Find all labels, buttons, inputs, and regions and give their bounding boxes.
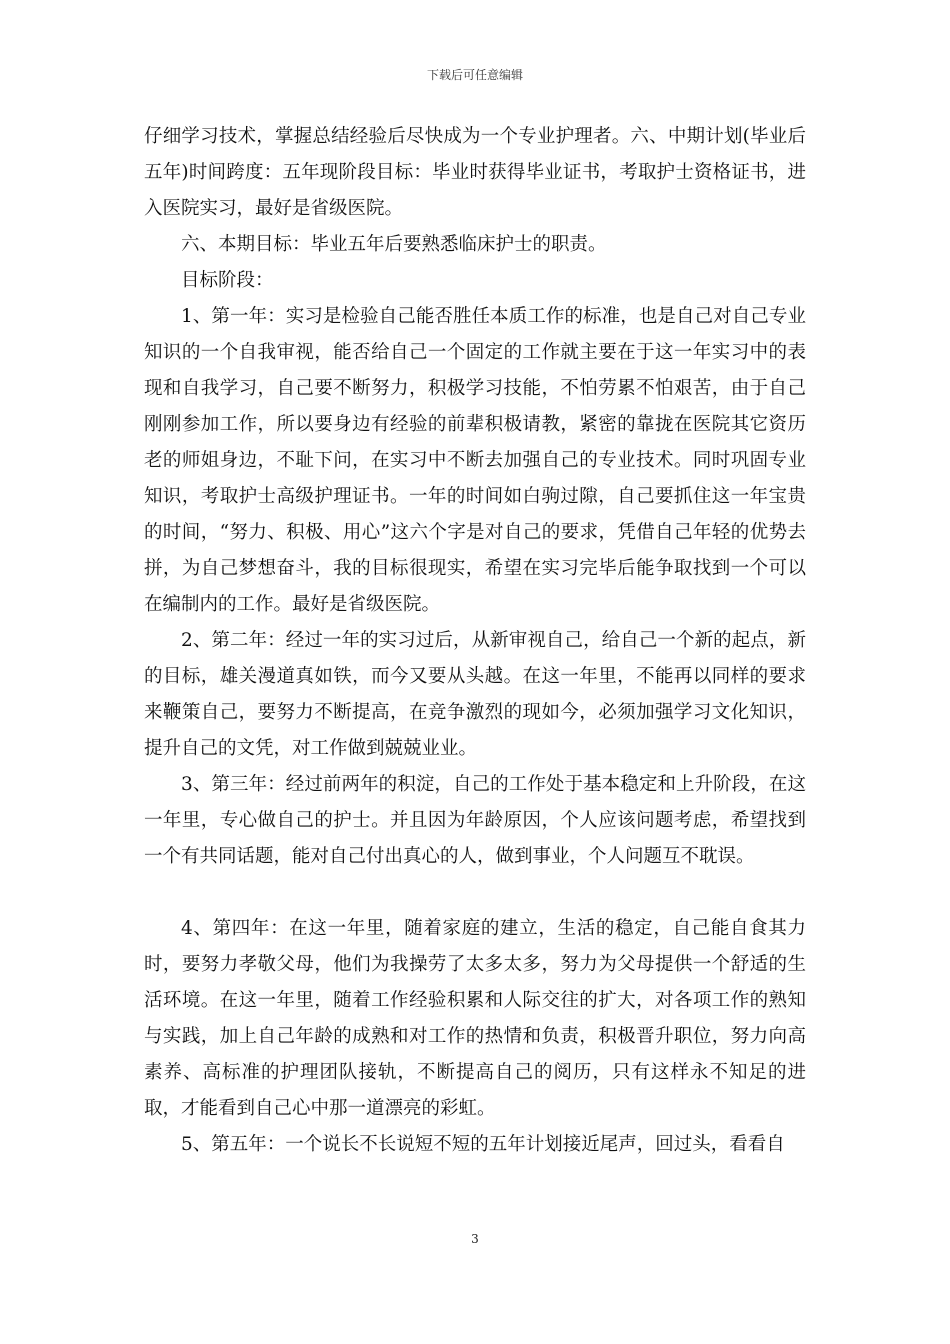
paragraph-year-four: 4、第四年：在这一年里，随着家庭的建立，生活的稳定，自己能自食其力时，要努力孝敬父母，他们为我操劳了太多太多，努力为父母提供一个舒适的生活环境。在这一年里，随着工作经验积累和人际交往的扩大，对各项工作的熟知与实践，加上自己年龄的成熟和对工作的热情和负责，积极晋升职位，努力向高素养、高标准的护理团队接轨，不断提高自己的阅历，只有这样永不知足的进取，才能看到自己心中那一道漂亮的彩虹。 [144,918,806,1119]
paragraph-year-two: 2、第二年：经过一年的实习过后，从新审视自己，给自己一个新的起点，新的目标，雄关漫道真如铁，而今又要从头越。在这一年里，不能再以同样的要求来鞭策自己，要努力不断提高，在竞争激烈的现如今，必须加强学习文化知识，提升自己的文凭，对工作做到兢兢业业。 [144,630,806,759]
paragraph-goal-stages: 目标阶段： [181,270,274,291]
document-body [144,119,806,1163]
paragraph-year-three: 3、第三年：经过前两年的积淀，自己的工作处于基本稳定和上升阶段，在这一年里，专心做自己的护士。并且因为年龄原因，个人应该问题考虑，希望找到一个有共同话题，能对自己付出真心的人，做到事业，个人问题互不耽误。 [144,774,806,867]
paragraph-year-five: 5、第五年：一个说长不长说短不短的五年计划接近尾声，回过头，看看自 [181,1134,785,1155]
header-note: 下载后可任意编辑 [426,68,523,82]
paragraph-current-goal: 六、本期目标：毕业五年后要熟悉临床护士的职责。 [181,234,607,255]
paragraph-intro: 仔细学习技术，掌握总结经验后尽快成为一个专业护理者。六、中期计划(毕业后五年)时间跨度：五年现阶段目标：毕业时获得毕业证书，考取护士资格证书，进入医院实习，最好是省级医院。 [144,126,806,219]
paragraph-year-one: 1、第一年：实习是检验自己能否胜任本质工作的标准，也是自己对自己专业知识的一个自我审视，能否给自己一个固定的工作就主要在于这一年实习中的表现和自我学习，自己要不断努力，积极学习技能，不怕劳累不怕艰苦，由于自己刚刚参加工作，所以要身边有经验的前辈积极请教，紧密的靠拢在医院其它资历老的师姐身边，不耻下问，在实习中不断去加强自己的专业技术。同时巩固专业知识，考取护士高级护理证书。一年的时间如白驹过隙，自己要抓住这一年宝贵的时间，“努力、积极、用心”这六个字是对自己的要求，凭借自己年轻的优势去拼，为自己梦想奋斗，我的目标很现实，希望在实习完毕后能争取找到一个可以在编制内的工作。最好是省级医院。 [144,306,806,615]
page-number: 3 [471,1232,479,1246]
